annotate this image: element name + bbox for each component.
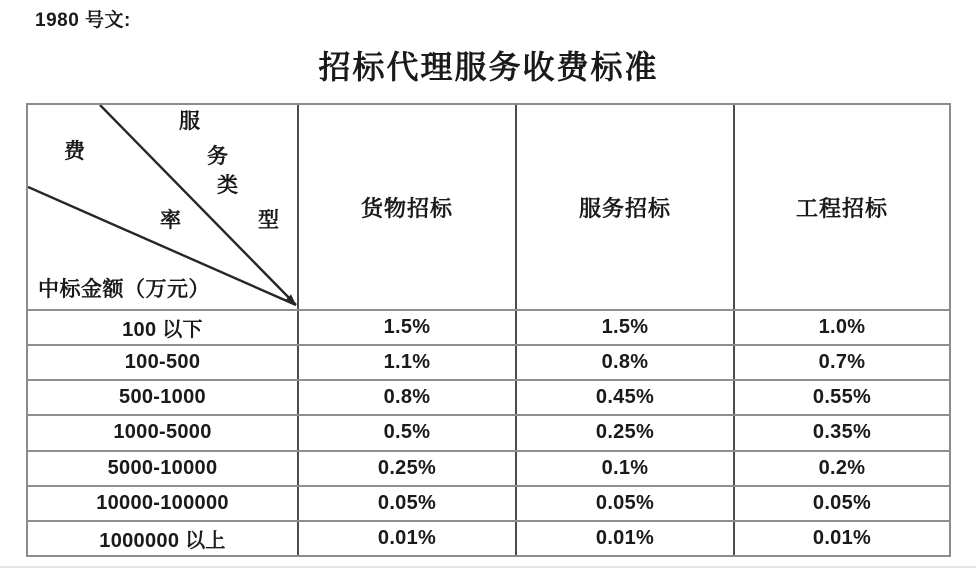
row-amount-range: 1000-5000 (113, 421, 212, 444)
fee-rate-cell: 0.8% (515, 346, 733, 379)
corner-label-bid-amount: 中标金额（万元） (38, 277, 210, 301)
page-title: 招标代理服务收费标准 (318, 49, 659, 85)
column-header-goods-bidding: 货物招标 (297, 105, 515, 309)
fee-rate-cell: 0.2% (733, 452, 949, 485)
diagonal-header-cell (28, 105, 297, 309)
fee-rate-cell: 0.05% (733, 487, 949, 520)
fee-rate-cell: 0.05% (515, 487, 733, 520)
fee-standard-table (26, 103, 951, 557)
corner-label-service-type-char: 务 (207, 144, 229, 168)
corner-label-service-type-char: 服 (179, 109, 201, 133)
table-row (28, 379, 949, 414)
fee-rate-cell: 0.01% (297, 522, 515, 555)
row-amount-range: 100-500 (124, 351, 201, 374)
fee-rate-cell: 0.25% (297, 452, 515, 485)
fee-rate-cell: 0.8% (297, 381, 515, 414)
doc-number: 1980 号文: (35, 10, 131, 31)
column-header-engineering-bidding: 工程招标 (733, 105, 949, 309)
fee-rate-cell: 0.05% (297, 487, 515, 520)
table-header-row (28, 105, 949, 309)
column-header-service-bidding: 服务招标 (515, 105, 733, 309)
fee-rate-cell: 0.45% (515, 381, 733, 414)
fee-rate-cell: 0.35% (733, 416, 949, 449)
row-amount-range: 100 以下 (122, 319, 203, 342)
corner-label-service-type-char: 型 (258, 208, 280, 232)
table-row (28, 485, 949, 520)
fee-rate-cell: 0.7% (733, 346, 949, 379)
corner-label-service-type-char: 类 (217, 173, 239, 197)
table-row (28, 450, 949, 485)
fee-rate-cell: 0.5% (297, 416, 515, 449)
table-row (28, 520, 949, 555)
row-amount-range: 1000000 以上 (99, 529, 226, 552)
table-row (28, 414, 949, 449)
row-amount-range: 5000-10000 (107, 456, 218, 479)
fee-rate-cell: 0.55% (733, 381, 949, 414)
fee-rate-cell: 0.01% (515, 522, 733, 555)
corner-label-fee-rate-char: 率 (160, 208, 182, 232)
fee-rate-cell: 1.5% (515, 311, 733, 344)
fee-rate-cell: 1.1% (297, 346, 515, 379)
row-amount-range: 500-1000 (119, 386, 206, 409)
fee-rate-cell: 1.5% (297, 311, 515, 344)
corner-label-fee-rate-char: 费 (64, 139, 86, 163)
row-amount-range: 10000-100000 (96, 491, 229, 514)
page-bottom-edge (0, 566, 976, 568)
fee-rate-cell: 0.01% (733, 522, 949, 555)
fee-rate-cell: 1.0% (733, 311, 949, 344)
fee-rate-cell: 0.1% (515, 452, 733, 485)
table-row (28, 344, 949, 379)
table-row (28, 309, 949, 344)
fee-rate-cell: 0.25% (515, 416, 733, 449)
